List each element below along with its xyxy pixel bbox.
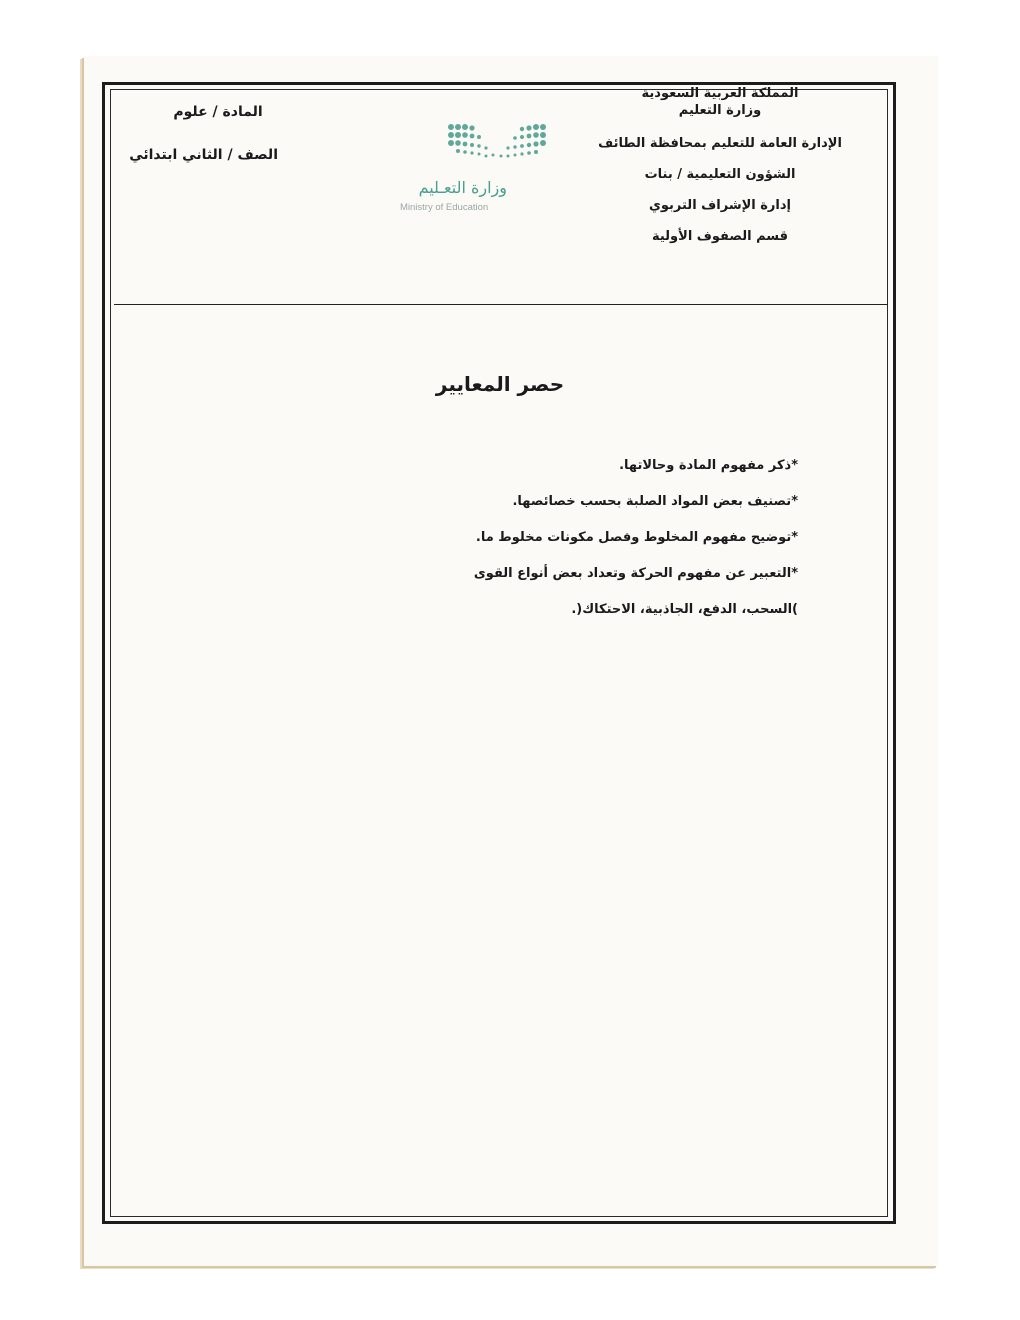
header-line-ministry: وزارة التعليم [678,103,762,118]
document-title: حصر المعايير [435,372,565,396]
course-info [129,104,278,163]
header-divider [114,304,888,305]
ministry-logo [395,122,555,217]
logo-english-name: Ministry of Education [400,202,489,213]
header-line-directorate: الإدارة العامة للتعليم بمحافظة الطائف [598,136,842,151]
subject-label: المادة / علوم [173,104,263,120]
logo-arabic-name: وزارة التعـليم [418,178,507,197]
criteria-item: )السحب، الدفع، الجاذبية، الاحتكاك(. [571,602,798,617]
page-border-inner [110,89,888,1217]
header-line-affairs: الشؤون التعليمية / بنات [644,167,796,182]
institution-header [590,86,850,244]
header-line-country: المملكة العربية السعودية [641,86,799,101]
criteria-item: *ذكر مفهوم المادة وحالاتها. [619,458,798,473]
criteria-item: *التعبير عن مفهوم الحركة وتعداد بعض أنواع القوى [473,566,798,581]
criteria-item: *تصنيف بعض المواد الصلبة بحسب خصائصها. [512,494,798,509]
grade-label: الصف / الثاني ابتدائي [129,147,278,163]
header-line-supervision: إدارة الإشراف التربوي [648,198,792,213]
criteria-list [378,454,798,634]
criteria-item: *توضيح مفهوم المخلوط وفصل مكونات مخلوط ما. [475,530,798,545]
header-line-department: قسم الصفوف الأولية [651,229,789,244]
ministry-of-education-logo-icon [395,122,555,172]
